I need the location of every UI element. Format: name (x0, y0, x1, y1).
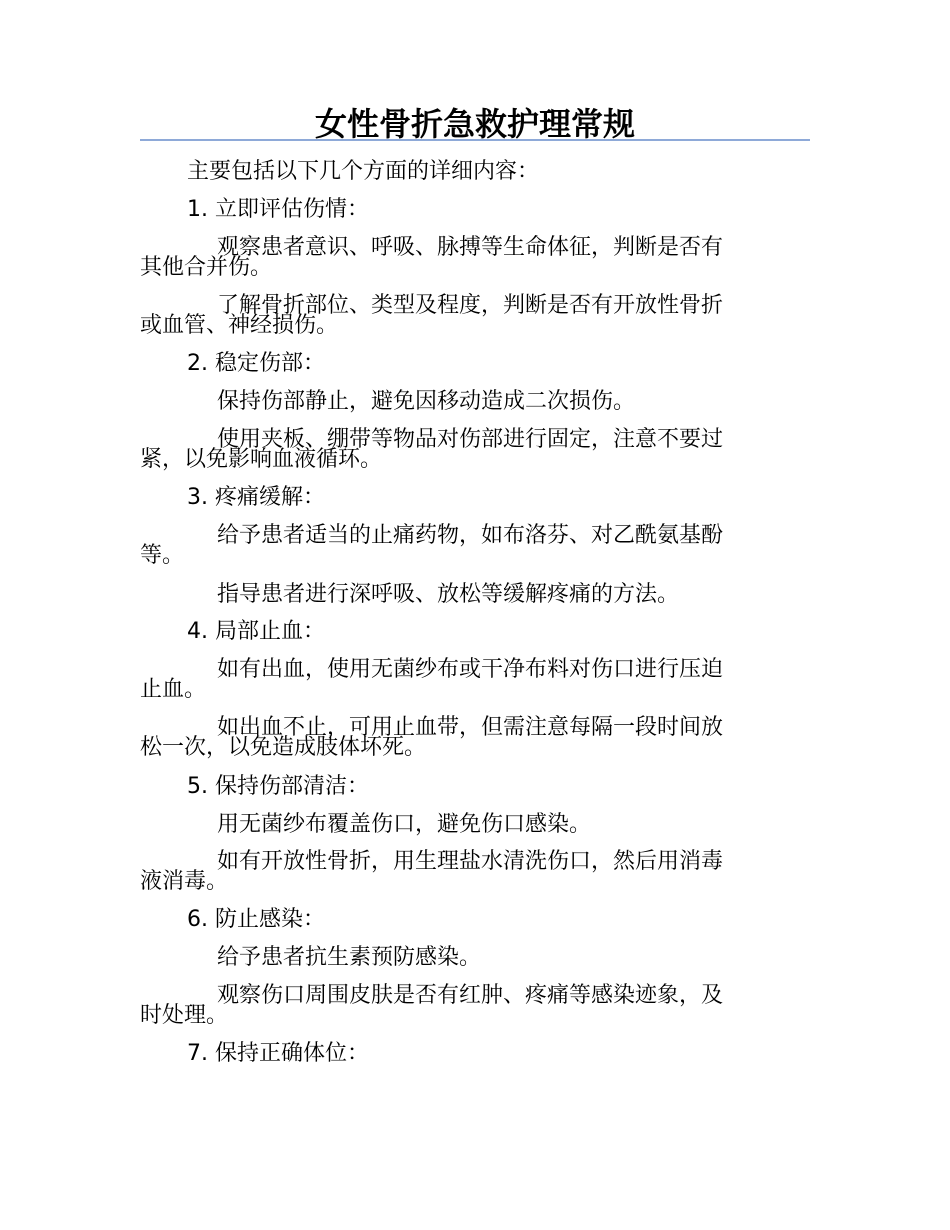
item-text: 用无菌纱布覆盖伤口，避免伤口感染。 (217, 812, 592, 837)
list-item (140, 658, 800, 702)
item-text-continued: 紧，以免影响血液循环。 (140, 447, 383, 472)
item-text-continued: 或血管、神经损伤。 (140, 313, 339, 338)
section-heading-5: 5. 保持伤部清洁： (187, 774, 369, 799)
section-heading-3: 3. 疼痛缓解： (187, 485, 325, 510)
section-heading-1: 1. 立即评估伤情： (187, 197, 369, 222)
intro-text: 主要包括以下几个方面的详细内容： (187, 159, 540, 184)
item-text: 使用夹板、绷带等物品对伤部进行固定，注意不要过 (217, 427, 724, 452)
list-item (140, 236, 800, 280)
page-title: 女性骨折急救护理常规 (314, 105, 635, 143)
list-item (140, 813, 800, 837)
title-underline (140, 139, 810, 141)
list-item (140, 390, 800, 414)
item-text: 观察伤口周围皮肤是否有红肿、疼痛等感染迹象，及 (217, 983, 724, 1008)
item-text: 给予患者适当的止痛药物，如布洛芬、对乙酰氨基酚 (217, 523, 724, 548)
item-text-continued: 等。 (140, 543, 185, 568)
item-text-continued: 其他合并伤。 (140, 255, 273, 280)
section-heading-7: 7. 保持正确体位： (187, 1041, 369, 1066)
item-text: 观察患者意识、呼吸、脉搏等生命体征，判断是否有 (217, 235, 724, 260)
item-text: 给予患者抗生素预防感染。 (217, 945, 482, 970)
item-text: 保持伤部静止，避免因移动造成二次损伤。 (217, 389, 636, 414)
item-text-continued: 松一次，以免造成肢体坏死。 (140, 735, 427, 760)
list-item (140, 294, 800, 338)
item-text-continued: 时处理。 (140, 1003, 229, 1028)
item-text: 如有出血，使用无菌纱布或干净布料对伤口进行压迫 (217, 657, 724, 682)
item-text: 如有开放性骨折，用生理盐水清洗伤口，然后用消毒 (217, 849, 724, 874)
list-item (140, 428, 800, 472)
list-item (140, 984, 800, 1028)
item-text-continued: 液消毒。 (140, 869, 229, 894)
item-text: 指导患者进行深呼吸、放松等缓解疼痛的方法。 (217, 582, 680, 607)
list-item (140, 850, 800, 894)
list-item (140, 946, 800, 970)
item-text: 了解骨折部位、类型及程度，判断是否有开放性骨折 (217, 293, 724, 318)
list-item (140, 716, 800, 760)
item-text: 如出血不止，可用止血带，但需注意每隔一段时间放 (217, 715, 724, 740)
list-item (140, 524, 800, 568)
section-heading-2: 2. 稳定伤部： (187, 351, 325, 376)
list-item (140, 583, 800, 607)
section-heading-4: 4. 局部止血： (187, 619, 325, 644)
item-text-continued: 止血。 (140, 677, 207, 702)
section-heading-6: 6. 防止感染： (187, 907, 325, 932)
